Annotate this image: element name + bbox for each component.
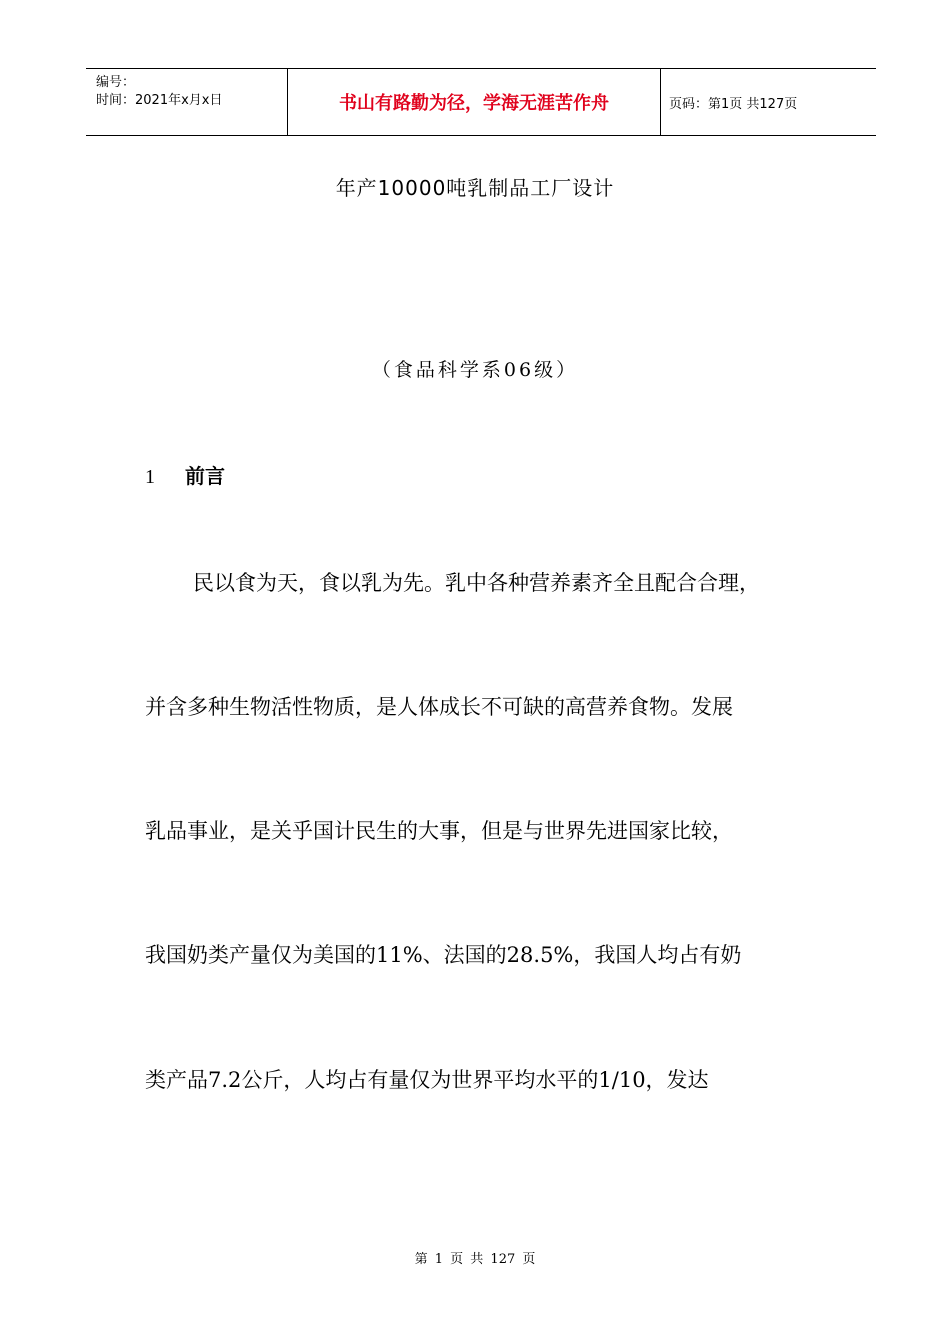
header-meta [86,69,287,135]
document-subtitle: （食品科学系06级） [371,359,579,381]
paragraph-line: 并含多种生物活性物质，是人体成长不可缺的高营养食物。发展 [145,695,733,719]
page-info: 页码：第1页 共127页 [669,96,798,112]
paragraph-line: 民以食为天，食以乳为先。乳中各种营养素齐全且配合合理， [193,571,760,595]
motto-text: 书山有路勤为径，学海无涯苦作舟 [339,93,609,114]
page-footer: 第 1 页 共 127 页 [414,1252,536,1267]
header-page-cell [661,69,876,135]
paragraph-line: 我国奶类产量仅为美国的11%、法国的28.5%，我国人均占有奶 [145,943,742,967]
date-label: 时间：2021年x月x日 [96,93,223,108]
document-header [86,68,876,136]
header-motto-cell [287,69,661,135]
section-heading [145,460,225,489]
paragraph-line: 乳品事业，是关乎国计民生的大事，但是与世界先进国家比较， [145,819,733,843]
doc-number-label: 编号： [96,75,136,90]
section-title: 前言 [185,464,225,488]
paragraph-line: 类产品7.2公斤，人均占有量仅为世界平均水平的1/10，发达 [145,1068,709,1092]
section-number: 1 [145,466,155,488]
document-title: 年产10000吨乳制品工厂设计 [335,176,615,200]
